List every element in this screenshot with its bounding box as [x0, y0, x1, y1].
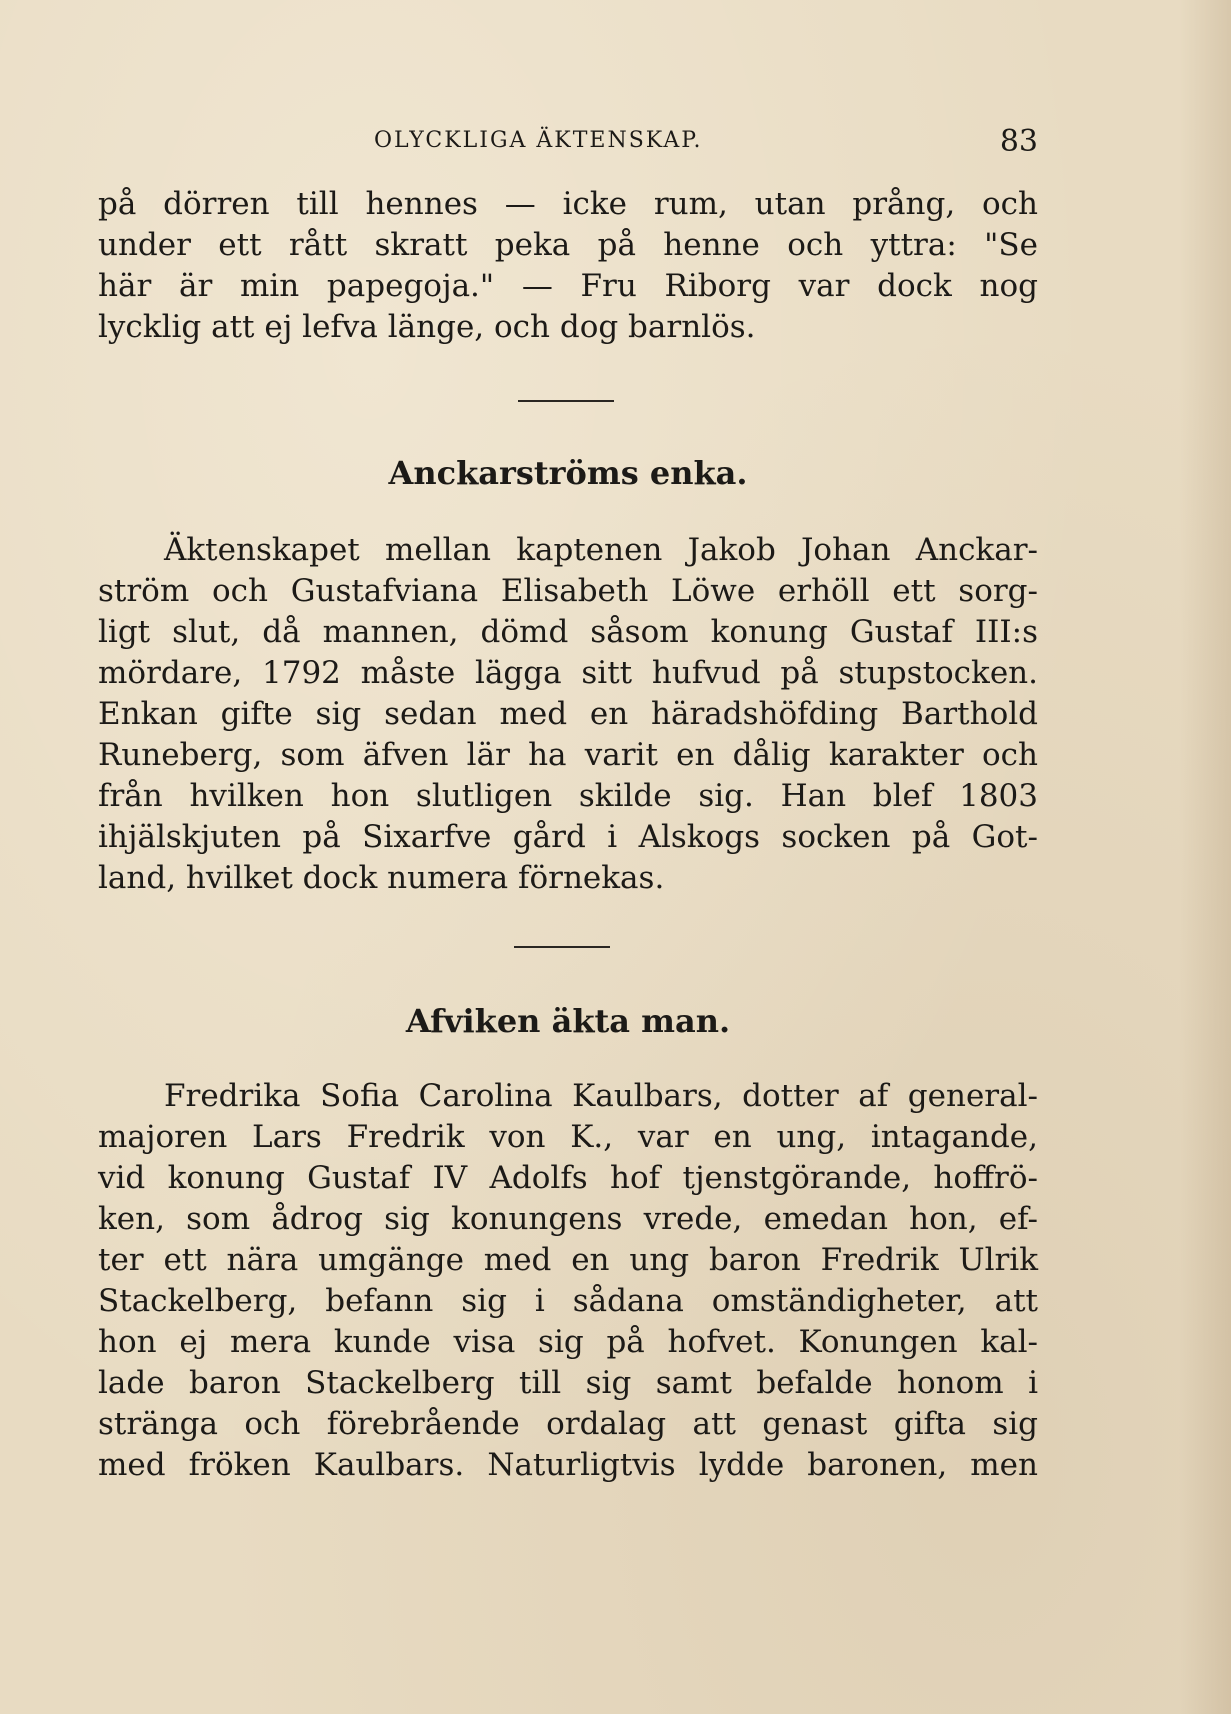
- running-head: OLYCKLIGA ÄKTENSKAP.: [374, 128, 703, 153]
- text-line: ligt slut, då mannen, dömd såsom konung Gustaf III:s: [98, 614, 1038, 650]
- section-divider: [518, 400, 614, 402]
- section-heading: Afviken äkta man.: [405, 1002, 731, 1040]
- text-line: stränga och förebrående ordalag att genast gifta sig: [98, 1406, 1038, 1442]
- section-divider: [514, 946, 610, 948]
- paragraph-anckarstrom: [98, 530, 1038, 899]
- text-line: ken, som ådrog sig konungens vrede, emedan hon, ef-: [98, 1201, 1038, 1237]
- text-line: under ett rått skratt peka på henne och yttra: "Se: [98, 227, 1038, 263]
- paragraph-riborg: [98, 184, 1038, 348]
- text-line: Äktenskapet mellan kaptenen Jakob Johan Anckar-: [164, 532, 1038, 568]
- text-line: Enkan gifte sig sedan med en häradshöfding Barthold: [98, 696, 1038, 732]
- paragraph-kaulbars: [98, 1076, 1038, 1486]
- text-line: här är min papegoja." — Fru Riborg var dock nog: [98, 268, 1038, 304]
- text-line: lade baron Stackelberg till sig samt befalde honom i: [98, 1365, 1038, 1401]
- text-line: mördare, 1792 måste lägga sitt hufvud på stupstocken.: [98, 655, 1038, 691]
- text-line: på dörren till hennes — icke rum, utan prång, och: [98, 186, 1038, 222]
- section-heading: Anckarströms enka.: [388, 454, 748, 492]
- text-line: majoren Lars Fredrik von K., var en ung, intagande,: [98, 1119, 1038, 1155]
- text-line: Runeberg, som äfven lär ha varit en dålig karakter och: [98, 737, 1038, 773]
- text-line: hon ej mera kunde visa sig på hofvet. Konungen kal-: [98, 1324, 1038, 1360]
- text-line: Fredrika Sofia Carolina Kaulbars, dotter af general-: [164, 1078, 1038, 1114]
- text-line: från hvilken hon slutligen skilde sig. Han blef 1803: [98, 778, 1038, 814]
- text-line: ter ett nära umgänge med en ung baron Fredrik Ulrik: [98, 1242, 1038, 1278]
- page-edge-shadow: [1179, 0, 1231, 1714]
- text-line: land, hvilket dock numera förnekas.: [98, 860, 665, 896]
- page-number: 83: [999, 124, 1038, 159]
- text-line: ström och Gustafviana Elisabeth Löwe erhöll ett sorg-: [98, 573, 1038, 609]
- text-line: vid konung Gustaf IV Adolfs hof tjenstgörande, hoffrö-: [98, 1160, 1038, 1196]
- text-line: ihjälskjuten på Sixarfve gård i Alskogs socken på Got-: [98, 819, 1038, 855]
- page-header: [98, 124, 1038, 164]
- text-line: Stackelberg, befann sig i sådana omständigheter, att: [98, 1283, 1038, 1319]
- text-line: med fröken Kaulbars. Naturligtvis lydde baronen, men: [98, 1447, 1038, 1483]
- text-line: lycklig att ej lefva länge, och dog barnlös.: [98, 309, 756, 345]
